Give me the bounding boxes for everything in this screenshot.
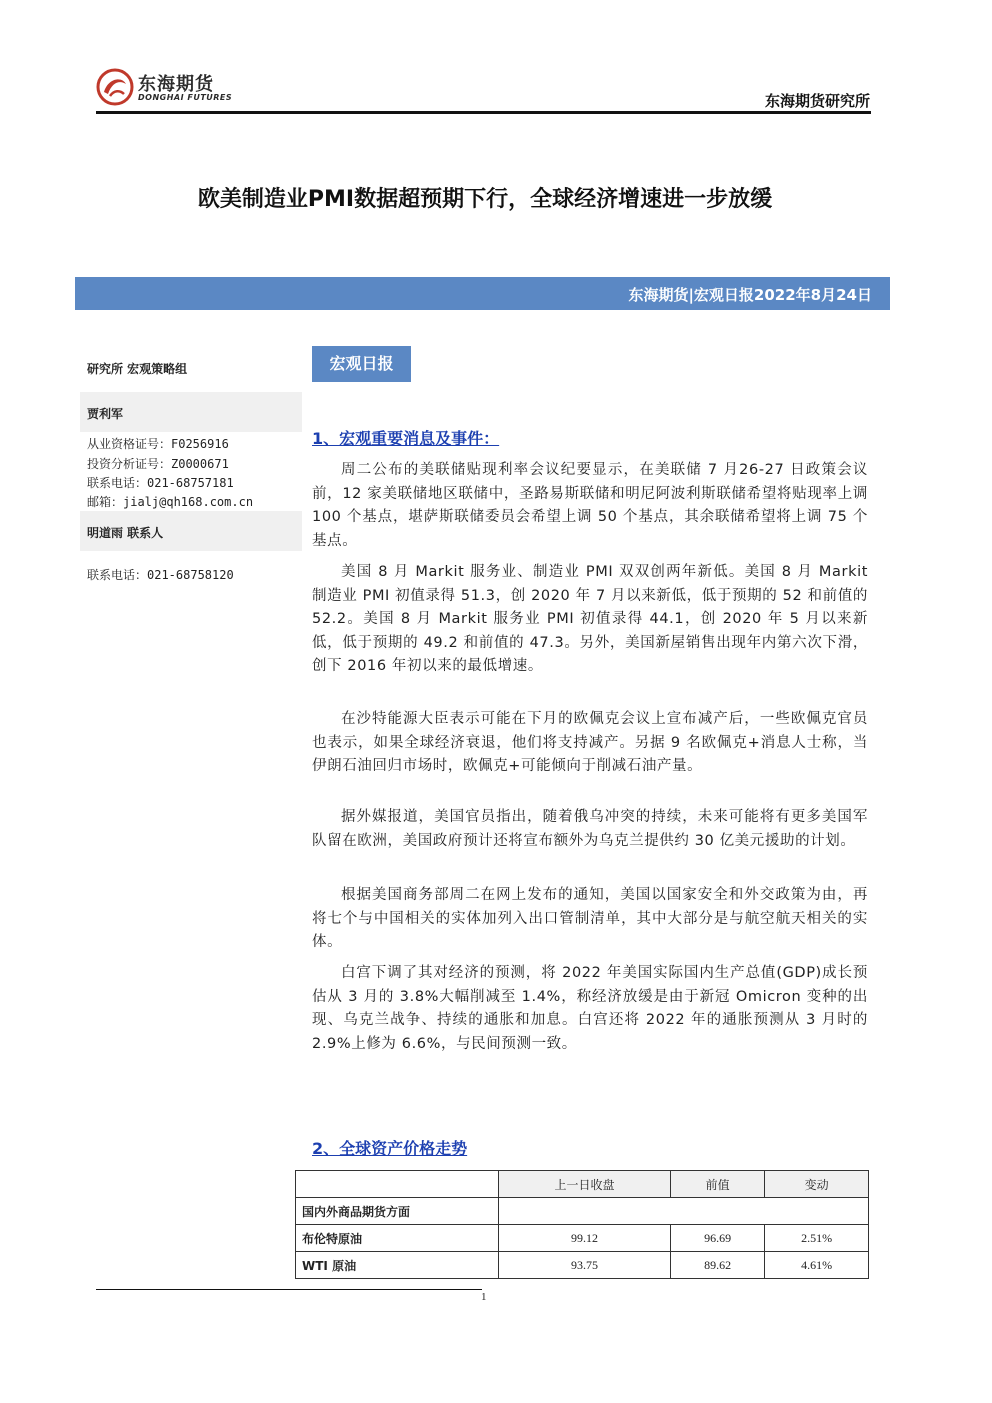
report-banner (75, 277, 890, 310)
section1-heading: 1、宏观重要消息及事件： (312, 429, 500, 448)
row-close: 93.75 (499, 1252, 671, 1279)
institute-name: 东海期货研究所 (764, 92, 870, 110)
logo-text-en: DONGHAI FUTURES (138, 93, 233, 102)
asset-price-table (295, 1170, 869, 1279)
row-close: 99.12 (499, 1225, 671, 1252)
sidebar-group: 研究所 宏观策略组 (87, 362, 188, 376)
column-header-prev: 前值 (671, 1171, 765, 1198)
row-prev: 89.62 (671, 1252, 765, 1279)
analyst1-phone: 联系电话：021-68757181 (87, 476, 234, 490)
analyst1-header (80, 392, 302, 432)
table-row (296, 1252, 869, 1279)
news-paragraph-3: 在沙特能源大臣表示可能在下月的欧佩克会议上宣布减产后，一些欧佩克官员也表示，如果全球经济衰退，他们将支持减产。另据 9 名欧佩克+消息人士称，当伊朗石油回归市场时，欧佩克+可能倾向于削减石油产量。 (312, 711, 868, 774)
row-name: 布伦特原油 (296, 1225, 499, 1252)
row-prev: 96.69 (671, 1225, 765, 1252)
page-title: 欧美制造业PMI数据超预期下行，全球经济增速进一步放缓 (197, 187, 773, 212)
news-paragraph-4: 据外媒报道，美国官员指出，随着俄乌冲突的持续，未来可能将有更多美国军队留在欧洲，美国政府预计还将宣布额外为乌克兰提供约 30 亿美元援助的计划。 (312, 809, 868, 849)
banner-text: 东海期货|宏观日报2022年8月24日 (628, 286, 872, 304)
analyst2-name: 明道雨 联系人 (87, 526, 164, 540)
group-label: 国内外商品期货方面 (296, 1198, 499, 1225)
section2-heading: 2、全球资产价格走势 (312, 1139, 468, 1158)
table-header-blank (296, 1171, 499, 1198)
analyst1-name: 贾利军 (87, 407, 124, 421)
footer-divider (96, 1289, 482, 1290)
analyst1-email[interactable]: 邮箱：jialj@qh168.com.cn (87, 495, 254, 509)
news-paragraph-6: 白宫下调了其对经济的预测，将 2022 年美国实际国内生产总值(GDP)成长预估从 3 月的 3.8%大幅削减至 1.4%，称经济放缓是由于新冠 Omicron 变种的出现、乌克兰战争、持续的通胀和加息。白宫还将 2022 年的通胀预测从 3 月时的 2.9%上修为 6.6%，与民间预测一致。 (312, 965, 868, 1052)
news-paragraph-1: 周二公布的美联储贴现利率会议纪要显示，在美联储 7 月26-27 日政策会议前，12 家美联储地区联储中，圣路易斯联储和明尼阿波利斯联储希望将贴现率上调 100 个基点，堪萨斯联储委员会希望上调 50 个基点，其余联储希望将上调 75 个基点。 (312, 462, 868, 549)
row-name: WTI 原油 (296, 1252, 499, 1279)
company-logo (96, 68, 236, 108)
column-header-change: 变动 (765, 1171, 869, 1198)
table-header-row (296, 1171, 869, 1198)
page-number: 1 (481, 1291, 487, 1303)
row-change: 4.61% (765, 1252, 869, 1279)
analyst2-phone: 联系电话：021-68758120 (87, 568, 234, 582)
row-change: 2.51% (765, 1225, 869, 1252)
logo-mark-icon (96, 68, 134, 106)
news-paragraph-2: 美国 8 月 Markit 服务业、制造业 PMI 双双创两年新低。美国 8 月 Markit 制造业 PMI 初值录得 51.3，创 2020 年 7 月以来新低，低于预期的 52 和前值的 52.2。美国 8 月 Markit 服务业 PMI 初值录得 44.1，创 2020 年 5 月以来新低，低于预期的 49.2 和前值的 47.3。另外，美国新屋销售出现年内第六次下滑，创下 2016 年初以来的最低增速。 (312, 564, 868, 674)
header-divider (96, 111, 871, 114)
table-group-row (296, 1198, 869, 1225)
table-row (296, 1225, 869, 1252)
analyst2-header (80, 511, 302, 551)
analyst1-qualification: 从业资格证号：F0256916 (87, 437, 229, 451)
analyst1-advisory: 投资分析证号：Z0000671 (87, 457, 229, 471)
column-header-close: 上一日收盘 (499, 1171, 671, 1198)
group-empty-cell (499, 1198, 869, 1225)
section-tag: 宏观日报 (312, 346, 411, 382)
news-paragraph-5: 根据美国商务部周二在网上发布的通知，美国以国家安全和外交政策为由，再将七个与中国相关的实体加列入出口管制清单，其中大部分是与航空航天相关的实体。 (312, 887, 868, 950)
logo-text-cn: 东海期货 (138, 74, 214, 95)
